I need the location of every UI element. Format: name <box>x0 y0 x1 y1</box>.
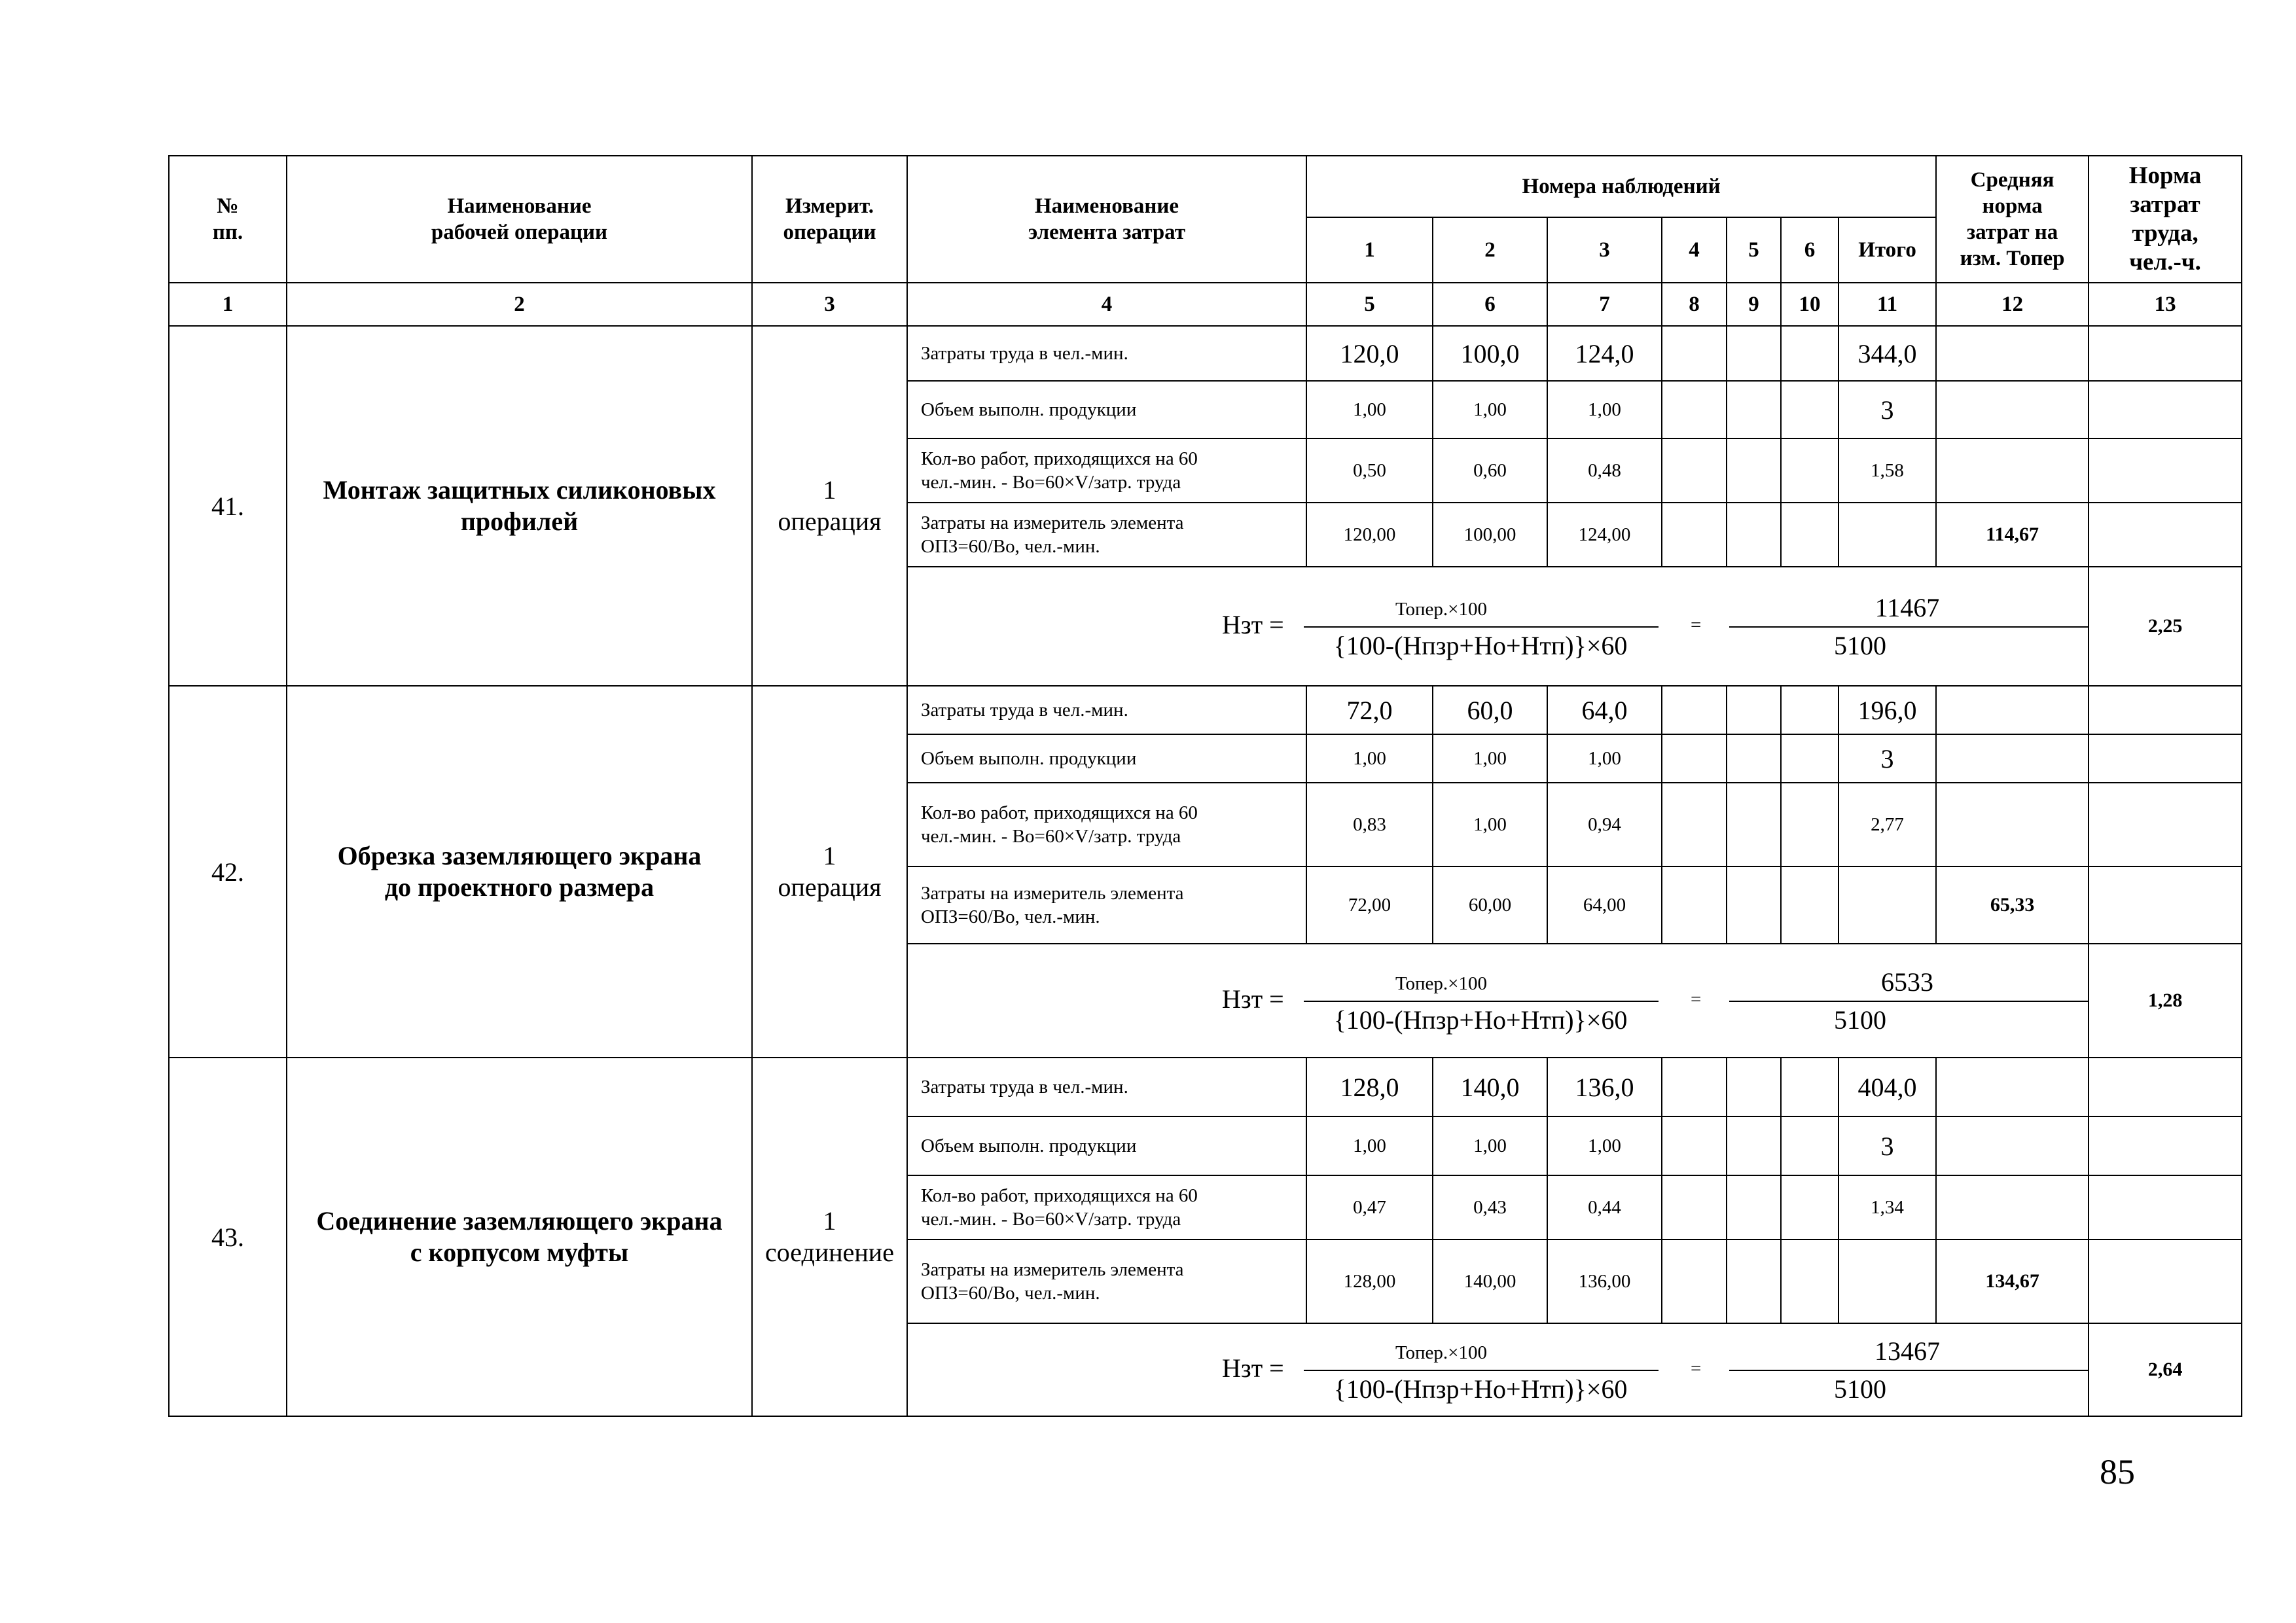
formula-lhs: Нзт = <box>1222 1353 1284 1383</box>
observation-value: 64,00 <box>1547 866 1662 944</box>
data-row <box>169 326 2242 381</box>
formula-value-denominator: 5100 <box>1834 1374 1886 1404</box>
element-name <box>907 1116 1306 1175</box>
observation-value: 72,0 <box>1306 686 1433 734</box>
row-number: 42. <box>169 686 287 1058</box>
labor-norm-value: 2,64 <box>2089 1323 2242 1416</box>
formula-equals: = <box>1691 989 1702 1010</box>
row-number: 43. <box>169 1058 287 1416</box>
observation-value <box>1839 1240 1936 1323</box>
observation-value: 72,00 <box>1306 866 1433 944</box>
observation-value: 1,00 <box>1433 783 1547 866</box>
observation-value: 1,00 <box>1547 734 1662 783</box>
observation-value: 0,48 <box>1547 438 1662 503</box>
measure-unit <box>752 326 907 686</box>
observation-value: 0,47 <box>1306 1175 1433 1240</box>
observation-value: 120,00 <box>1306 503 1433 567</box>
avg-norm-empty <box>1936 686 2089 734</box>
observation-value <box>1727 783 1781 866</box>
column-index: 9 <box>1727 283 1781 326</box>
measure-unit-text: 1 соединение <box>765 1206 894 1267</box>
observation-value: 128,00 <box>1306 1240 1433 1323</box>
column-index: 2 <box>287 283 752 326</box>
norm-empty <box>2089 503 2242 567</box>
norm-empty <box>2089 1116 2242 1175</box>
formula-fraction-line <box>1304 626 1659 628</box>
norm-empty <box>2089 1175 2242 1240</box>
formula-cell <box>907 944 2089 1058</box>
observation-value: 1,00 <box>1433 381 1547 438</box>
formula-value-numerator: 6533 <box>1881 967 1933 997</box>
observation-value <box>1781 783 1839 866</box>
observation-value <box>1662 783 1727 866</box>
formula-denominator: {100-(Нпзр+Но+Нтп)}×60 <box>1333 631 1628 660</box>
element-name <box>907 326 1306 381</box>
observation-value <box>1781 503 1839 567</box>
formula-numerator: Топер.×100 <box>1395 1342 1488 1363</box>
avg-norm-empty <box>1936 1116 2089 1175</box>
element-name <box>907 1175 1306 1240</box>
observation-value: 3 <box>1839 734 1936 783</box>
element-name <box>907 1240 1306 1323</box>
observation-value <box>1781 1058 1839 1116</box>
header-row <box>169 156 2242 217</box>
observation-value <box>1662 686 1727 734</box>
element-name <box>907 503 1306 567</box>
measure-unit-text: 1 операция <box>778 475 882 536</box>
observation-value <box>1727 1116 1781 1175</box>
avg-norm-value: 114,67 <box>1936 503 2089 567</box>
header-operation <box>287 156 752 283</box>
norm-empty <box>2089 1240 2242 1323</box>
observation-value <box>1781 381 1839 438</box>
data-row <box>169 1058 2242 1116</box>
observation-value: 3 <box>1839 381 1936 438</box>
header-observations: Номера наблюдений <box>1306 156 1936 217</box>
element-name-text: Кол-во работ, приходящихся на 60 чел.-мин. - Во=60×V/затр. труда <box>921 1185 1198 1230</box>
element-name <box>907 866 1306 944</box>
column-index: 6 <box>1433 283 1547 326</box>
column-index: 1 <box>169 283 287 326</box>
observation-value: 0,83 <box>1306 783 1433 866</box>
norm-table <box>168 155 2242 1417</box>
observation-value: 1,58 <box>1839 438 1936 503</box>
avg-norm-empty <box>1936 381 2089 438</box>
formula-fraction-line <box>1304 1001 1659 1002</box>
element-name-text: Затраты на измеритель элемента ОПЗ=60/Во, чел.-мин. <box>921 1259 1184 1304</box>
observation-value: 0,60 <box>1433 438 1547 503</box>
formula-value-line <box>1729 626 2089 628</box>
element-name-text: Объем выполн. продукции <box>921 748 1137 769</box>
element-name-text: Затраты труда в чел.-мин. <box>921 1077 1128 1097</box>
norm-empty <box>2089 686 2242 734</box>
observation-value: 0,50 <box>1306 438 1433 503</box>
element-name-text: Затраты на измеритель элемента ОПЗ=60/Во, чел.-мин. <box>921 512 1184 557</box>
formula-numerator: Топер.×100 <box>1395 599 1488 620</box>
observation-value <box>1727 1240 1781 1323</box>
column-index: 12 <box>1936 283 2089 326</box>
observation-value: 404,0 <box>1839 1058 1936 1116</box>
header-norm <box>2089 156 2242 283</box>
element-name-text: Объем выполн. продукции <box>921 1135 1137 1156</box>
measure-unit <box>752 686 907 1058</box>
observation-value: 1,00 <box>1547 1116 1662 1175</box>
observation-value <box>1727 734 1781 783</box>
formula-lhs: Нзт = <box>1222 984 1284 1014</box>
observation-value: 140,00 <box>1433 1240 1547 1323</box>
formula-value-line <box>1729 1370 2089 1371</box>
observation-value <box>1727 686 1781 734</box>
column-index: 10 <box>1781 283 1839 326</box>
observation-value: 196,0 <box>1839 686 1936 734</box>
header-obs-col: 2 <box>1433 217 1547 283</box>
header-element <box>907 156 1306 283</box>
norm-empty <box>2089 438 2242 503</box>
element-name <box>907 438 1306 503</box>
observation-value <box>1662 1058 1727 1116</box>
observation-value: 2,77 <box>1839 783 1936 866</box>
formula-equals: = <box>1691 615 1702 635</box>
observation-value: 1,00 <box>1306 1116 1433 1175</box>
header-avg-label: Средняя норма затрат на изм. Топер <box>1960 168 2065 270</box>
observation-value <box>1727 326 1781 381</box>
observation-value: 1,00 <box>1433 734 1547 783</box>
observation-value <box>1662 1240 1727 1323</box>
observation-value: 60,00 <box>1433 866 1547 944</box>
formula-numerator: Топер.×100 <box>1395 973 1488 994</box>
observation-value <box>1727 438 1781 503</box>
observation-value <box>1662 866 1727 944</box>
norm-empty <box>2089 866 2242 944</box>
formula-fraction-line <box>1304 1370 1659 1371</box>
header-measure-label: Измерит. операции <box>783 194 876 244</box>
avg-norm-empty <box>1936 1058 2089 1116</box>
observation-value: 0,94 <box>1547 783 1662 866</box>
norm-empty <box>2089 734 2242 783</box>
formula-cell <box>907 567 2089 686</box>
observation-value: 124,0 <box>1547 326 1662 381</box>
observation-value: 344,0 <box>1839 326 1936 381</box>
avg-norm-empty <box>1936 734 2089 783</box>
observation-value: 140,0 <box>1433 1058 1547 1116</box>
element-name-text: Затраты на измеритель элемента ОПЗ=60/Во, чел.-мин. <box>921 883 1184 927</box>
labor-norm-value: 1,28 <box>2089 944 2242 1058</box>
formula-equals: = <box>1691 1358 1702 1379</box>
header-norm-label: Норма затрат труда, чел.-ч. <box>2128 162 2202 276</box>
formula-value-denominator: 5100 <box>1834 1005 1886 1035</box>
observation-value <box>1781 326 1839 381</box>
observation-value <box>1839 503 1936 567</box>
norm-empty <box>2089 783 2242 866</box>
column-index: 3 <box>752 283 907 326</box>
element-name-text: Кол-во работ, приходящихся на 60 чел.-мин. - Во=60×V/затр. труда <box>921 802 1198 847</box>
header-obs-col: 3 <box>1547 217 1662 283</box>
norm-empty <box>2089 326 2242 381</box>
norm-empty <box>2089 1058 2242 1116</box>
observation-value: 1,00 <box>1547 381 1662 438</box>
observation-value <box>1781 1175 1839 1240</box>
data-row <box>169 686 2242 734</box>
operation-name <box>287 326 752 686</box>
formula-value-line <box>1729 1001 2089 1002</box>
observation-value <box>1662 1116 1727 1175</box>
header-avg <box>1936 156 2089 283</box>
observation-value <box>1727 503 1781 567</box>
header-obs-col: Итого <box>1839 217 1936 283</box>
element-name <box>907 734 1306 783</box>
observation-value <box>1662 503 1727 567</box>
labor-norm-value: 2,25 <box>2089 567 2242 686</box>
element-name-text: Затраты труда в чел.-мин. <box>921 700 1128 721</box>
observation-value: 1,00 <box>1433 1116 1547 1175</box>
observation-value <box>1662 734 1727 783</box>
avg-norm-empty <box>1936 783 2089 866</box>
observation-value: 100,00 <box>1433 503 1547 567</box>
operation-name-text: Соединение заземляющего экрана с корпусом муфты <box>316 1206 723 1267</box>
column-index: 8 <box>1662 283 1727 326</box>
observation-value: 0,43 <box>1433 1175 1547 1240</box>
formula-value-numerator: 11467 <box>1874 593 1940 622</box>
avg-norm-empty <box>1936 326 2089 381</box>
formula-value-numerator: 13467 <box>1874 1336 1940 1366</box>
avg-norm-empty <box>1936 438 2089 503</box>
observation-value <box>1781 734 1839 783</box>
observation-value: 1,34 <box>1839 1175 1936 1240</box>
observation-value <box>1781 1116 1839 1175</box>
header-measure <box>752 156 907 283</box>
measure-unit <box>752 1058 907 1416</box>
observation-value: 1,00 <box>1306 381 1433 438</box>
observation-value: 136,00 <box>1547 1240 1662 1323</box>
observation-value: 1,00 <box>1306 734 1433 783</box>
observation-value <box>1781 438 1839 503</box>
header-obs-col: 5 <box>1727 217 1781 283</box>
formula-cell <box>907 1323 2089 1416</box>
column-index: 4 <box>907 283 1306 326</box>
header-element-label: Наименование элемента затрат <box>1028 194 1186 244</box>
observation-value <box>1727 1175 1781 1240</box>
formula-denominator: {100-(Нпзр+Но+Нтп)}×60 <box>1333 1374 1628 1404</box>
element-name <box>907 1058 1306 1116</box>
norm-empty <box>2089 381 2242 438</box>
observation-value <box>1662 1175 1727 1240</box>
element-name-text: Затраты труда в чел.-мин. <box>921 343 1128 364</box>
row-number: 41. <box>169 326 287 686</box>
measure-unit-text: 1 операция <box>778 841 882 902</box>
formula-lhs: Нзт = <box>1222 610 1284 639</box>
observation-value: 0,44 <box>1547 1175 1662 1240</box>
observation-value <box>1662 326 1727 381</box>
observation-value: 3 <box>1839 1116 1936 1175</box>
column-index: 11 <box>1839 283 1936 326</box>
observation-value <box>1781 866 1839 944</box>
observation-value <box>1662 438 1727 503</box>
column-index-row <box>169 283 2242 326</box>
column-index: 7 <box>1547 283 1662 326</box>
observation-value <box>1727 866 1781 944</box>
element-name <box>907 381 1306 438</box>
header-obs-col: 4 <box>1662 217 1727 283</box>
header-num <box>169 156 287 283</box>
element-name-text: Кол-во работ, приходящихся на 60 чел.-мин. - Во=60×V/затр. труда <box>921 448 1198 493</box>
column-index: 13 <box>2089 283 2242 326</box>
observation-value <box>1727 1058 1781 1116</box>
operation-name-text: Монтаж защитных силиконовых профилей <box>323 475 716 536</box>
element-name <box>907 686 1306 734</box>
observation-value <box>1839 866 1936 944</box>
observation-value: 60,0 <box>1433 686 1547 734</box>
observation-value: 64,0 <box>1547 686 1662 734</box>
observation-value: 136,0 <box>1547 1058 1662 1116</box>
formula-denominator: {100-(Нпзр+Но+Нтп)}×60 <box>1333 1005 1628 1035</box>
observation-value <box>1662 381 1727 438</box>
header-obs-col: 6 <box>1781 217 1839 283</box>
element-name-text: Объем выполн. продукции <box>921 399 1137 420</box>
observation-value <box>1781 686 1839 734</box>
avg-norm-value: 134,67 <box>1936 1240 2089 1323</box>
operation-name <box>287 1058 752 1416</box>
observation-value: 124,00 <box>1547 503 1662 567</box>
observation-value <box>1781 1240 1839 1323</box>
header-operation-label: Наименование рабочей операции <box>431 194 608 244</box>
column-index: 5 <box>1306 283 1433 326</box>
operation-name <box>287 686 752 1058</box>
header-obs-col: 1 <box>1306 217 1433 283</box>
observation-value: 120,0 <box>1306 326 1433 381</box>
observation-value: 128,0 <box>1306 1058 1433 1116</box>
operation-name-text: Обрезка заземляющего экрана до проектного размера <box>337 841 702 902</box>
page-number: 85 <box>2100 1452 2135 1491</box>
avg-norm-empty <box>1936 1175 2089 1240</box>
formula-value-denominator: 5100 <box>1834 631 1886 660</box>
observation-value: 100,0 <box>1433 326 1547 381</box>
element-name <box>907 783 1306 866</box>
avg-norm-value: 65,33 <box>1936 866 2089 944</box>
header-num-label: № пп. <box>212 194 243 244</box>
observation-value <box>1727 381 1781 438</box>
